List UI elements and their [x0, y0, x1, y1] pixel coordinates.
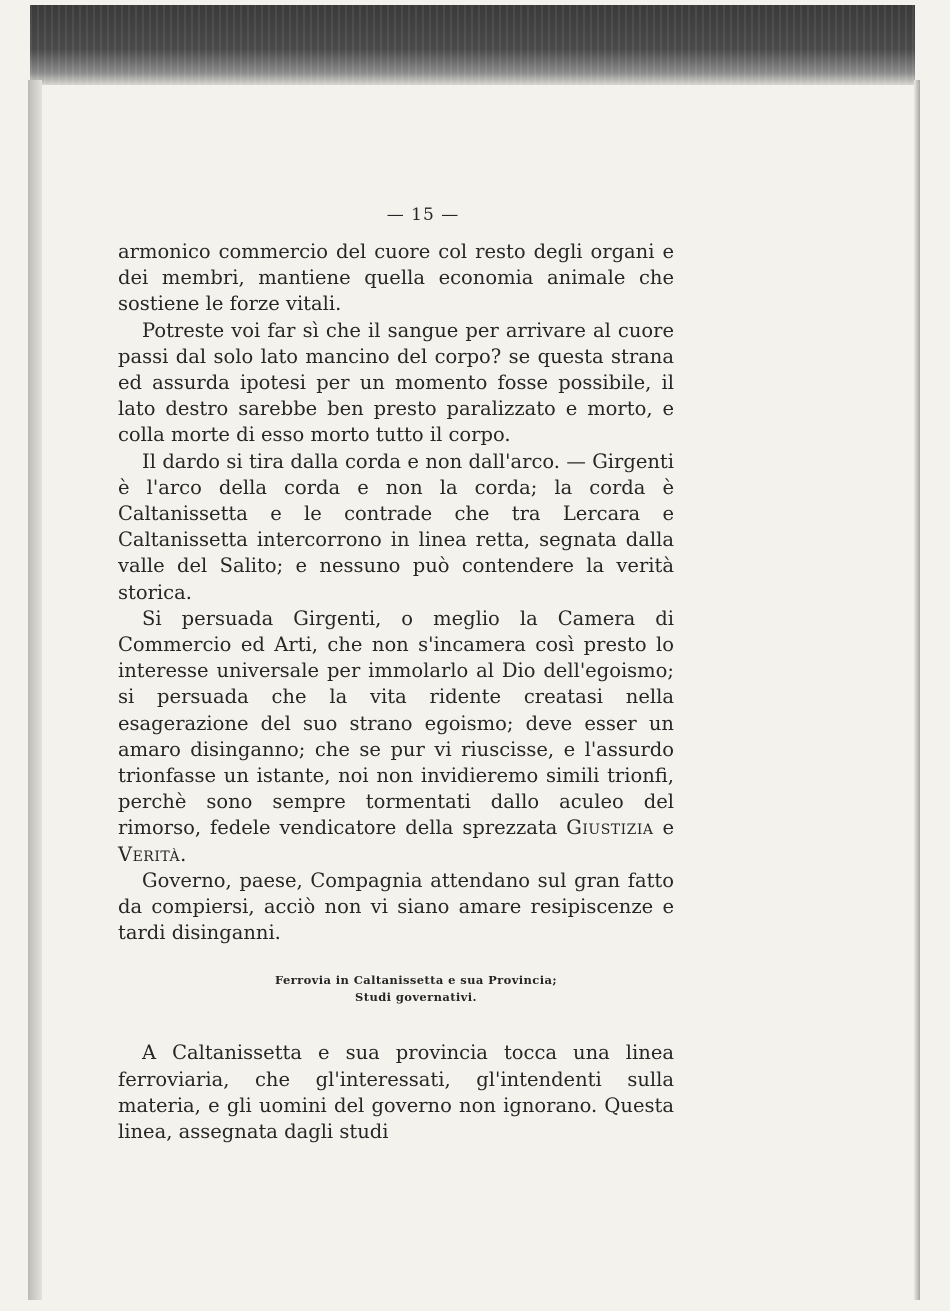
page-number: — 15 — [386, 205, 460, 225]
book-page [118, 205, 674, 1145]
word-verita: Verità [118, 842, 181, 866]
paragraph-4 [118, 606, 674, 868]
section-heading-line-2: Studi governativi. [355, 990, 477, 1005]
section-heading-line-1: Ferrovia in Caltanissetta e sua Provincia; [275, 973, 557, 988]
paragraph-3: Il dardo si tira dalla corda e non dall'arco. — Girgenti è l'arco della corda e non la corda; la corda è Caltanissetta e le contrade che tra Lercara e Caltanissetta intercorrono in linea retta, segnata dalla valle del Salito; e nessuno può contendere la verità storica. [118, 449, 674, 604]
paragraph-5: Governo, paese, Compagnia attendano sul gran fatto da compiersi, acciò non vi siano amare resipiscenze e tardi disinganni. [118, 868, 674, 945]
word-conjunction: e [662, 816, 675, 840]
section-heading [158, 972, 674, 1006]
word-giustizia: Giustizia [566, 816, 654, 840]
closing-paragraph: A Caltanissetta e sua provincia tocca una linea ferroviaria, che gl'interessati, gl'intendenti sulla materia, e gli uomini del governo non ignorano. Questa linea, assegnata dagli studi [118, 1041, 674, 1144]
scan-dark-band [30, 5, 915, 85]
paragraph-4-end: . [180, 842, 187, 866]
paragraph-1: armonico commercio del cuore col resto degli organi e dei membri, mantiene quella economia animale che sostiene le forze vitali. [118, 240, 674, 316]
paragraph-2: Potreste voi far sì che il sangue per arrivare al cuore passi dal solo lato mancino del corpo? se questa strana ed assurda ipotesi per un momento fosse possibile, il lato destro sarebbe ben presto paralizzato e morto, e colla morte di esso morto tutto il corpo. [118, 318, 674, 447]
paragraph-4-text: Si persuada Girgenti, o meglio la Camera di Commercio ed Arti, che non s'incamera così presto lo interesse universale per immolarlo al Dio dell'egoismo; si persuada che la vita ridente creatasi nella esagerazione del suo strano egoismo; deve esser un amaro disinganno; che se pur vi riuscisse, e l'assurdo trionfasse un istante, noi non invidieremo simili trionfi, perchè sono sempre tormentati dallo aculeo del rimorso, fedele vendicatore della sprezzata [118, 606, 674, 840]
scan-right-shadow [914, 80, 920, 1300]
scan-left-shadow [28, 80, 42, 1300]
